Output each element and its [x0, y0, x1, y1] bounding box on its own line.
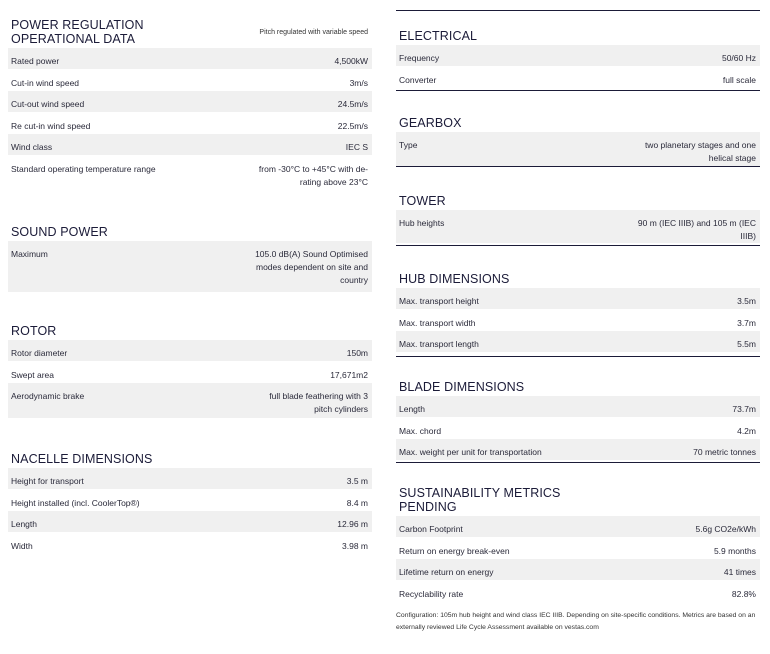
row-value: 3.7m [737, 318, 756, 328]
spec-table [396, 516, 760, 602]
table-row [8, 241, 372, 293]
row-label: Standard operating temperature range [11, 164, 156, 174]
table-row [396, 132, 760, 167]
row-label: Maximum [11, 249, 48, 259]
row-value: two planetary stages and one helical stage [644, 140, 756, 163]
row-value: full blade feathering with 3 pitch cylinders [269, 391, 368, 414]
section-header [396, 172, 760, 210]
spec-table [396, 210, 760, 244]
table-row [396, 559, 760, 581]
row-value: 17,671m2 [330, 370, 368, 380]
row-value: 105.0 dB(A) Sound Optimised modes dependent on site and country [255, 249, 368, 285]
table-row [396, 439, 760, 461]
table-row [8, 156, 372, 192]
row-value: 82.8% [731, 589, 756, 599]
spec-table [8, 340, 372, 419]
table-row [396, 210, 760, 244]
row-value: 4,500kW [334, 56, 368, 66]
row-value: full scale [722, 75, 756, 85]
divider [396, 166, 760, 167]
row-label: Height for transport [11, 476, 84, 486]
row-label: Max. chord [399, 426, 442, 436]
row-label: Length [399, 404, 425, 414]
row-label: Rated power [11, 56, 60, 66]
table-row [396, 396, 760, 418]
section-note: Pitch regulated with variable speed [259, 29, 368, 36]
row-label: Length [11, 519, 37, 529]
row-label: Hub heights [399, 218, 445, 228]
row-label: Height installed (incl. CoolerTop®) [11, 498, 140, 508]
row-label: Width [11, 541, 33, 551]
table-row [396, 516, 760, 538]
table-row [8, 533, 372, 554]
section-title: POWER REGULATION OPERATIONAL DATA [11, 18, 144, 46]
row-value: 5.5m [737, 339, 756, 349]
row-value: 3.98 m [342, 541, 368, 551]
section-rotor [8, 302, 372, 419]
table-row [396, 310, 760, 331]
table-row [396, 418, 760, 439]
spec-table [396, 396, 760, 461]
table-row [8, 48, 372, 70]
spec-table [8, 48, 372, 192]
section-title: HUB DIMENSIONS [399, 272, 510, 286]
section-tower [396, 172, 760, 244]
row-label: Max. transport width [399, 318, 476, 328]
row-value: 70 metric tonnes [693, 447, 756, 457]
row-label: Return on energy break-even [399, 546, 510, 556]
row-label: Max. transport height [399, 296, 479, 306]
section-header [8, 203, 372, 241]
row-label: Re cut-in wind speed [11, 121, 91, 131]
section-header [396, 94, 760, 132]
row-value: IEC S [345, 142, 368, 152]
row-value: 8.4 m [346, 498, 368, 508]
row-label: Wind class [11, 142, 53, 152]
table-row [8, 91, 372, 113]
spec-table [396, 288, 760, 353]
table-row [396, 45, 760, 67]
row-value: 4.2m [737, 426, 756, 436]
section-header [8, 302, 372, 340]
spec-table [8, 241, 372, 293]
row-label: Aerodynamic brake [11, 391, 85, 401]
spec-table [396, 45, 760, 88]
row-label: Lifetime return on energy [399, 567, 494, 577]
row-label: Swept area [11, 370, 54, 380]
divider [396, 90, 760, 91]
section-header [8, 430, 372, 468]
table-row [8, 70, 372, 91]
row-value: 24.5m/s [337, 99, 368, 109]
divider [396, 245, 760, 246]
row-value: 3.5 m [346, 476, 368, 486]
section-header [396, 358, 760, 396]
table-row [396, 581, 760, 602]
row-value: 5.9 months [713, 546, 756, 556]
table-row [8, 340, 372, 362]
table-row [396, 331, 760, 353]
row-value: 5.6g CO2e/kWh [695, 524, 756, 534]
section-header [396, 250, 760, 288]
section-header [396, 7, 760, 45]
table-row [8, 383, 372, 419]
section-sound-power [8, 203, 372, 293]
spec-table [396, 132, 760, 167]
table-row [8, 468, 372, 490]
table-row [8, 490, 372, 511]
section-header [8, 10, 372, 48]
section-title: ELECTRICAL [399, 29, 478, 43]
row-label: Recyclability rate [399, 589, 464, 599]
row-value: 150m [346, 348, 368, 358]
row-label: Max. weight per unit for transportation [399, 447, 542, 457]
row-label: Type [399, 140, 418, 150]
table-row [8, 134, 372, 156]
row-value: 73.7m [732, 404, 756, 414]
row-label: Frequency [399, 53, 440, 63]
section-title: SOUND POWER [11, 225, 108, 239]
table-row [396, 538, 760, 559]
row-value: 12.96 m [337, 519, 368, 529]
row-label: Cut-out wind speed [11, 99, 85, 109]
section-sustainability-metrics [396, 478, 760, 602]
section-blade-dimensions [396, 358, 760, 461]
divider [396, 462, 760, 463]
section-title: SUSTAINABILITY METRICS PENDING [399, 486, 561, 514]
footnote: Configuration: 105m hub height and wind class IEC IIIB. Depending on site-specific conditions. Metrics are based on an externally reviewed Life Cycle Assessment available on vestas.com [396, 612, 756, 631]
row-value: 90 m (IEC IIIB) and 105 m (IEC IIIB) [637, 218, 756, 241]
row-value: 3m/s [349, 78, 368, 88]
section-title: TOWER [399, 194, 446, 208]
section-nacelle-dimensions [8, 430, 372, 554]
row-label: Rotor diameter [11, 348, 68, 358]
spec-table [8, 468, 372, 554]
row-value: from -30°C to +45°C with de-rating above 23°C [258, 164, 368, 187]
row-value: 22.5m/s [337, 121, 368, 131]
row-value: 41 times [723, 567, 756, 577]
table-row [396, 67, 760, 88]
row-label: Cut-in wind speed [11, 78, 80, 88]
row-label: Carbon Footprint [399, 524, 463, 534]
table-row [8, 362, 372, 383]
table-row [8, 511, 372, 533]
table-row [396, 288, 760, 310]
section-hub-dimensions [396, 250, 760, 353]
section-header [396, 478, 760, 516]
row-value: 50/60 Hz [721, 53, 756, 63]
section-power-regulation [8, 10, 372, 192]
section-title: NACELLE DIMENSIONS [11, 452, 153, 466]
row-value: 3.5m [737, 296, 756, 306]
section-title: BLADE DIMENSIONS [399, 380, 525, 394]
row-label: Converter [399, 75, 437, 85]
table-row [8, 113, 372, 134]
section-title: ROTOR [11, 324, 57, 338]
section-title: GEARBOX [399, 116, 462, 130]
section-electrical [396, 7, 760, 88]
divider [396, 356, 760, 357]
section-gearbox [396, 94, 760, 167]
row-label: Max. transport length [399, 339, 479, 349]
